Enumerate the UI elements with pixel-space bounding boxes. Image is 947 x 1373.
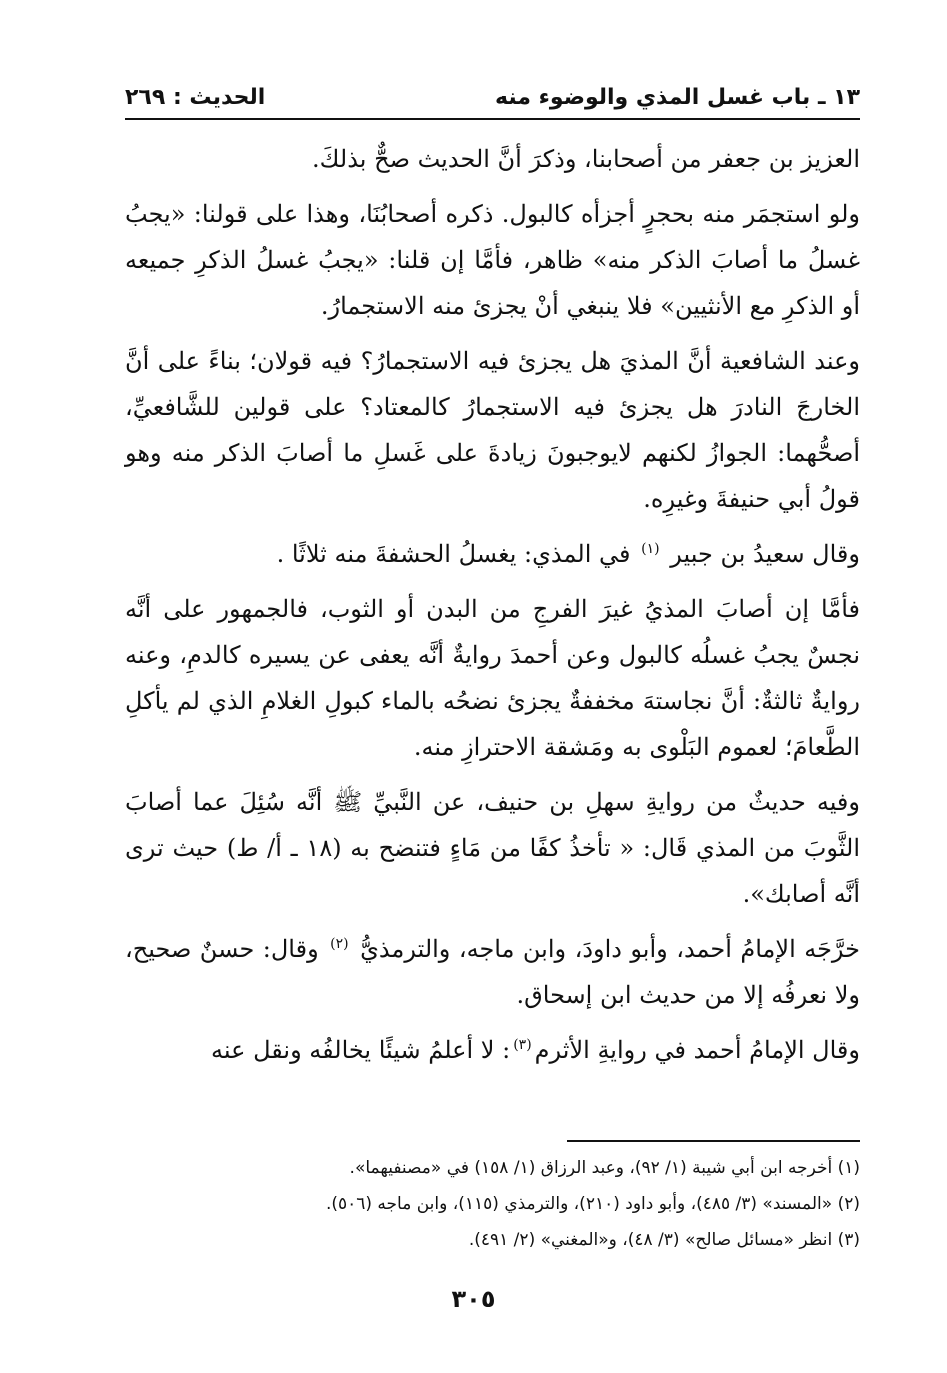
hadith-number: الحديث : ٢٦٩ bbox=[125, 84, 266, 110]
running-header bbox=[125, 80, 860, 114]
paragraph-4-text-after: في المذي: يغسلُ الحشفةَ منه ثلاثًا . bbox=[276, 540, 631, 568]
page-number: ٣٠٥ bbox=[451, 1285, 496, 1313]
footnote-ref-2[interactable]: (٢) bbox=[330, 936, 349, 952]
footnote-ref-1[interactable]: (١) bbox=[641, 541, 660, 557]
footnote-divider bbox=[567, 1140, 860, 1142]
footnote-1: (١) أخرجه ابن أبي شيبة (١/ ٩٢)، وعبد الرزاق (١/ ١٥٨) في «مصنفيهما». bbox=[349, 1158, 860, 1178]
paragraph-2: ولو استجمَر منه بحجرٍ أجزأه كالبول. ذكره أصحابُنَا، وهذا على قولنا: «يجبُ غسلُ ما أصابَ الذكر منه» ظاهر، فأمَّا إن قلنا: «يجبُ غسلُ الذكرِ جميعه أو الذكرِ مع الأنثيين» فلا ينبغي أنْ يجزئ منه الاستجمارُ. bbox=[125, 200, 860, 320]
paragraph-8-text-after: : لا أعلمُ شيئًا يخالفُه ونقل عنه bbox=[211, 1036, 511, 1064]
footnote-ref-3[interactable]: (٣) bbox=[513, 1037, 532, 1053]
footnote-2: (٢) «المسند» (٣/ ٤٨٥)، وأبو داود (٢١٠)، والترمذي (١١٥)، وابن ماجه (٥٠٦). bbox=[325, 1194, 860, 1214]
paragraph-4 bbox=[125, 531, 860, 577]
paragraph-7-text-before: خرَّجَه الإمامُ أحمد، وأبو داودَ، وابن ماجه، والترمذيُّ bbox=[360, 935, 861, 963]
footnotes bbox=[125, 1150, 860, 1258]
chapter-title: ١٣ ـ باب غسل المذي والوضوء منه bbox=[495, 84, 860, 110]
main-text bbox=[125, 136, 860, 1082]
paragraph-6: وفيه حديثٌ من روايةِ سهلِ بن حنيف، عن النَّبيِّ ﷺ أنَّه سُئِلَ عما أصابَ الثَّوبَ من المذي قَال: « تأخذُ كفًا من مَاءٍ فتنضح به (١٨ ـ أ/ ط) حيث ترى أنَّه أصابك». bbox=[125, 788, 861, 908]
paragraph-8 bbox=[125, 1027, 860, 1073]
footnote-3: (٣) انظر «مسائل صالح» (٣/ ٤٨)، و«المغني» (٢/ ٤٩١). bbox=[468, 1230, 860, 1250]
paragraph-1: العزيز بن جعفر من أصحابنا، وذكرَ أنَّ الحديث صحٌّ بذلكَ. bbox=[312, 145, 860, 173]
paragraph-7-text-after: وقال: حسنٌ صحيح، ولا نعرفُه إلا من حديث ابن إسحاق. bbox=[125, 935, 860, 1009]
paragraph-8-text-before: وقال الإمامُ أحمد في روايةِ الأثرم bbox=[534, 1036, 860, 1064]
paragraph-3: وعند الشافعية أنَّ المذيَ هل يجزئ فيه الاستجمارُ؟ فيه قولان؛ بناءً على أنَّ الخارجَ النادرَ هل يجزئ فيه الاستجمارُ كالمعتاد؟ على قولين للشَّافعيِّ، أصحُّهما: الجوازُ لكنهم لايوجبونَ زيادةَ على غَسلِ ما أصابَ الذكر منه وهو قولُ أبي حنيفةَ وغيرِه. bbox=[125, 347, 860, 513]
header-divider bbox=[125, 118, 860, 120]
paragraph-4-text-before: وقال سعيدُ بن جبير bbox=[670, 540, 860, 568]
paragraph-5: فأمَّا إن أصابَ المذيُ غيرَ الفرجِ من البدن أو الثوب، فالجمهور على أنَّه نجسٌ يجبُ غسلُه كالبول وعن أحمدَ روايةٌ أنَّه يعفى عن يسيره كالدمِ، وعنه روايةٌ ثالثةٌ: أنَّ نجاستهَ مخففةٌ يجزئ نضحُه بالماء كبولِ الغلامِ الذي لم يأكلِ الطَّعامَ؛ لعموم البَلْوى به ومَشقة الاحترازِ منه. bbox=[125, 595, 860, 761]
paragraph-7 bbox=[125, 926, 860, 1018]
